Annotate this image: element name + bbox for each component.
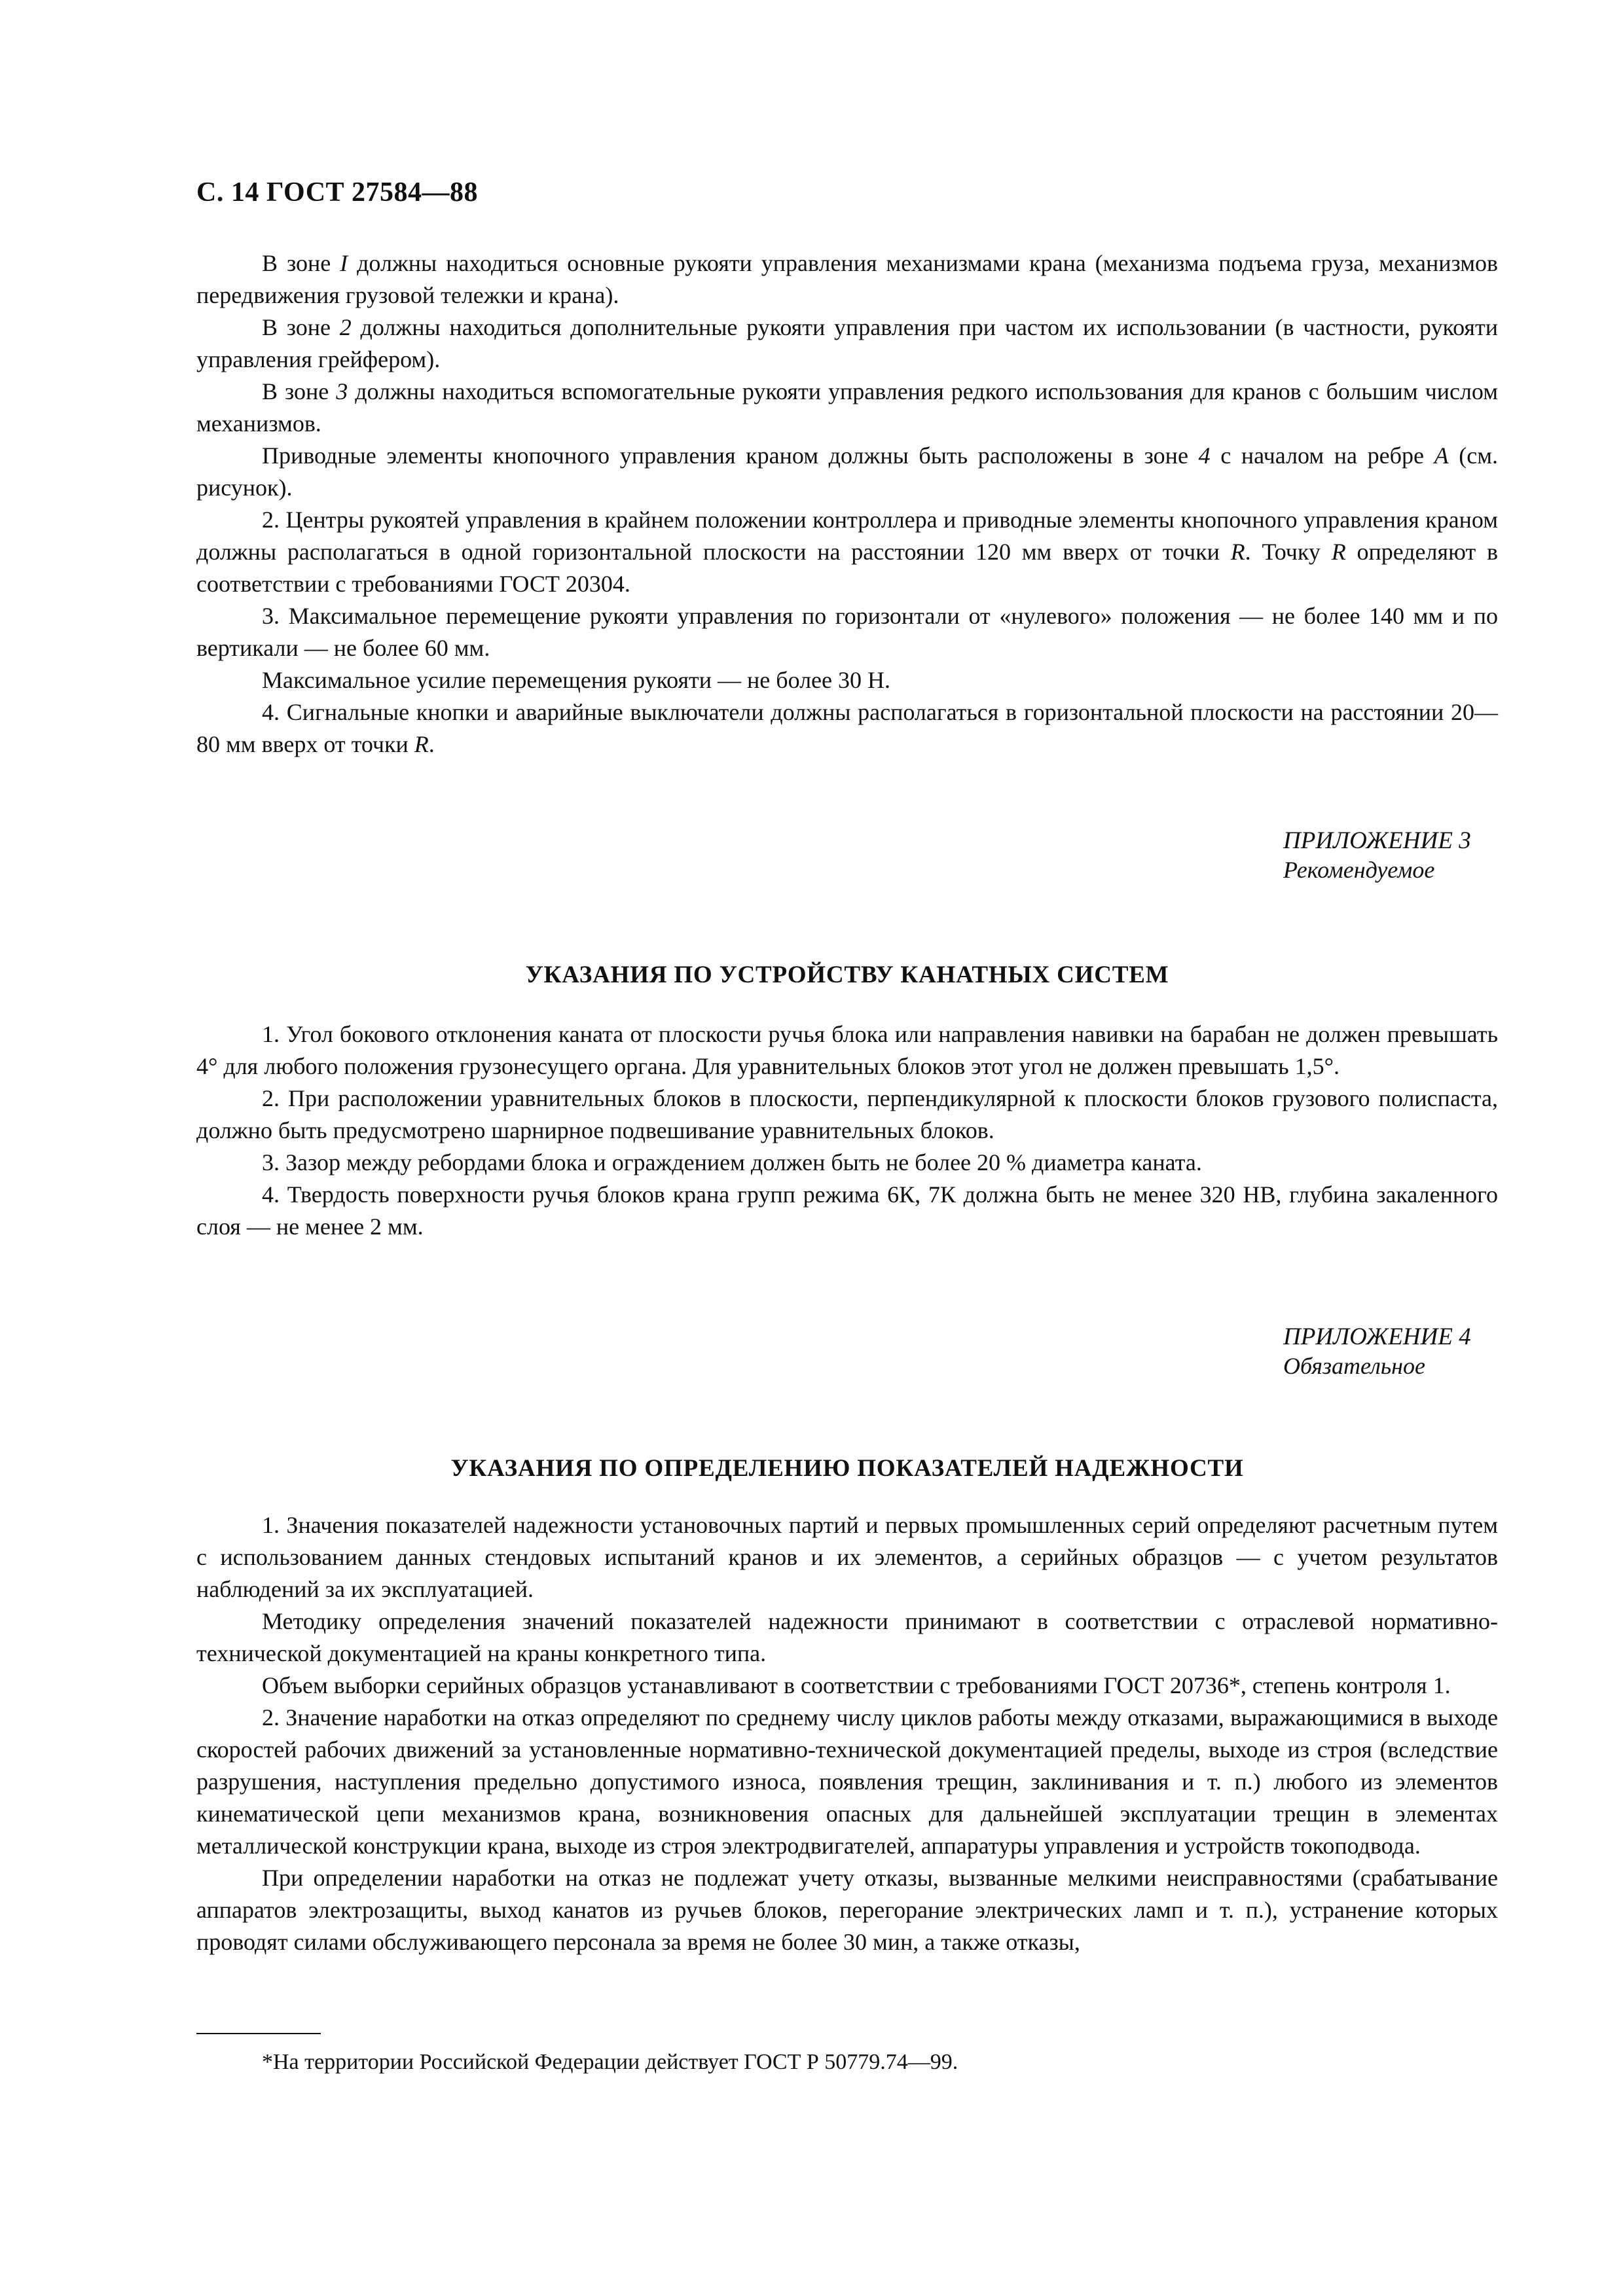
appendix-status: Рекомендуемое (1283, 857, 1435, 883)
intro-section (196, 247, 1498, 761)
paragraph: В зоне 3 должны находиться вспомогательные рукояти управления редкого использования для кранов с большим числом механизмов. (196, 378, 1499, 437)
appendix-4-body (196, 1509, 1498, 1958)
footnote-divider (196, 2033, 321, 2034)
point-letter: R (1331, 539, 1346, 565)
appendix-number: ПРИЛОЖЕНИЕ 3 (1283, 827, 1471, 854)
paragraph: Методику определения значений показателей надежности принимают в соответствии с отраслевой нормативно-технической документацией на краны конкретного типа. (196, 1608, 1498, 1666)
paragraph: 2. При расположении уравнительных блоков в плоскости, перпендикулярной к плоскости блоков грузового полиспаста, должно быть предусмотрено шарнирное подвешивание уравнительных блоков. (196, 1085, 1498, 1143)
paragraph: 2. Значение наработки на отказ определяют по среднему числу циклов работы между отказами, выражающимися в выходе скоростей рабочих движений за установленные нормативно-технической документацией пределы, выходе из строя (вследствие разрушения, наступления предельно допустимого износа, появления трещин, заклинивания и т. п.) любого из элементов кинематической цепи механизмов крана, возникновения опасных для дальнейшей эксплуатации трещин в элементах металлической конструкции крана, выходе из строя электродвигателей, аппаратуры управления и устройств токоподвода. (196, 1704, 1498, 1859)
paragraph: 1. Угол бокового отклонения каната от плоскости ручья блока или направления навивки на барабан не должен превышать 4° для любого положения грузонесущего органа. Для уравнительных блоков этот угол не должен превышать 1,5°. (196, 1021, 1498, 1079)
point-letter: R (1230, 539, 1245, 565)
point-letter: R (414, 731, 429, 757)
zone-number: 4 (1198, 442, 1211, 469)
zone-number: 2 (339, 314, 352, 340)
appendix-4-title: УКАЗАНИЯ ПО ОПРЕДЕЛЕНИЮ ПОКАЗАТЕЛЕЙ НАДЕЖНОСТИ (450, 1455, 1244, 1482)
appendix-number: ПРИЛОЖЕНИЕ 4 (1283, 1323, 1471, 1350)
paragraph: 4. Твердость поверхности ручья блоков крана групп режима 6К, 7К должна быть не менее 320 НВ, глубина закаленного слоя — не менее 2 мм. (196, 1181, 1498, 1240)
zone-number: 3 (336, 378, 348, 404)
appendix-status: Обязательное (1283, 1353, 1425, 1379)
paragraph: В зоне 2 должны находиться дополнительные рукояти управления при частом их использовании (в частности, рукояти управления грейфером). (196, 314, 1498, 372)
paragraph: Приводные элементы кнопочного управления краном должны быть расположены в зоне 4 с началом на ребре А (см. рисунок). (196, 442, 1499, 501)
paragraph: 1. Значения показателей надежности установочных партий и первых промышленных серий определяют расчетным путем с использованием данных стендовых испытаний кранов и их элементов, а серийных образцов — с учетом результатов наблюдений за их эксплуатацией. (196, 1512, 1498, 1602)
paragraph: 4. Сигнальные кнопки и аварийные выключатели должны располагаться в горизонтальной плоскости на расстоянии 20—80 мм вверх от точки R. (196, 699, 1498, 757)
appendix-3-label (1283, 826, 1558, 885)
footnote: *На территории Российской Федерации действует ГОСТ Р 50779.74—99. (262, 2050, 958, 2074)
paragraph: Объем выборки серийных образцов устанавливают в соответствии с требованиями ГОСТ 20736*, степень контроля 1. (262, 1672, 1451, 1698)
paragraph: В зоне I должны находиться основные рукояти управления механизмами крана (механизма подъема груза, механизмов передвижения грузовой тележки и крана). (196, 250, 1498, 308)
appendix-3-body (196, 1018, 1498, 1243)
appendix-4-label (1283, 1322, 1558, 1381)
appendix-3-title: УКАЗАНИЯ ПО УСТРОЙСТВУ КАНАТНЫХ СИСТЕМ (525, 961, 1169, 988)
paragraph: При определении наработки на отказ не подлежат учету отказы, вызванные мелкими неисправностями (срабатывание аппаратов электрозащиты, выход канатов из ручьев блоков, перегорание электрических ламп и т. п.), устранение которых проводят силами обслуживающего персонала за время не более 30 мин, а также отказы, (196, 1865, 1498, 1955)
zone-number: I (340, 250, 348, 276)
paragraph: Максимальное усилие перемещения рукояти — не более 30 Н. (262, 667, 891, 693)
paragraph: 3. Максимальное перемещение рукояти управления по горизонтали от «нулевого» положения — не более 140 мм и по вертикали — не более 60 мм. (196, 603, 1498, 661)
paragraph: 2. Центры рукоятей управления в крайнем положении контроллера и приводные элементы кнопочного управления краном должны располагаться в одной горизонтальной плоскости на расстоянии 120 мм вверх от точки R. Точку R определяют в соответствии с требованиями ГОСТ 20304. (196, 507, 1498, 597)
page-header: С. 14 ГОСТ 27584—88 (196, 177, 479, 207)
paragraph: 3. Зазор между ребордами блока и ограждением должен быть не более 20 % диаметра каната. (262, 1149, 1202, 1175)
edge-letter: А (1434, 442, 1449, 469)
